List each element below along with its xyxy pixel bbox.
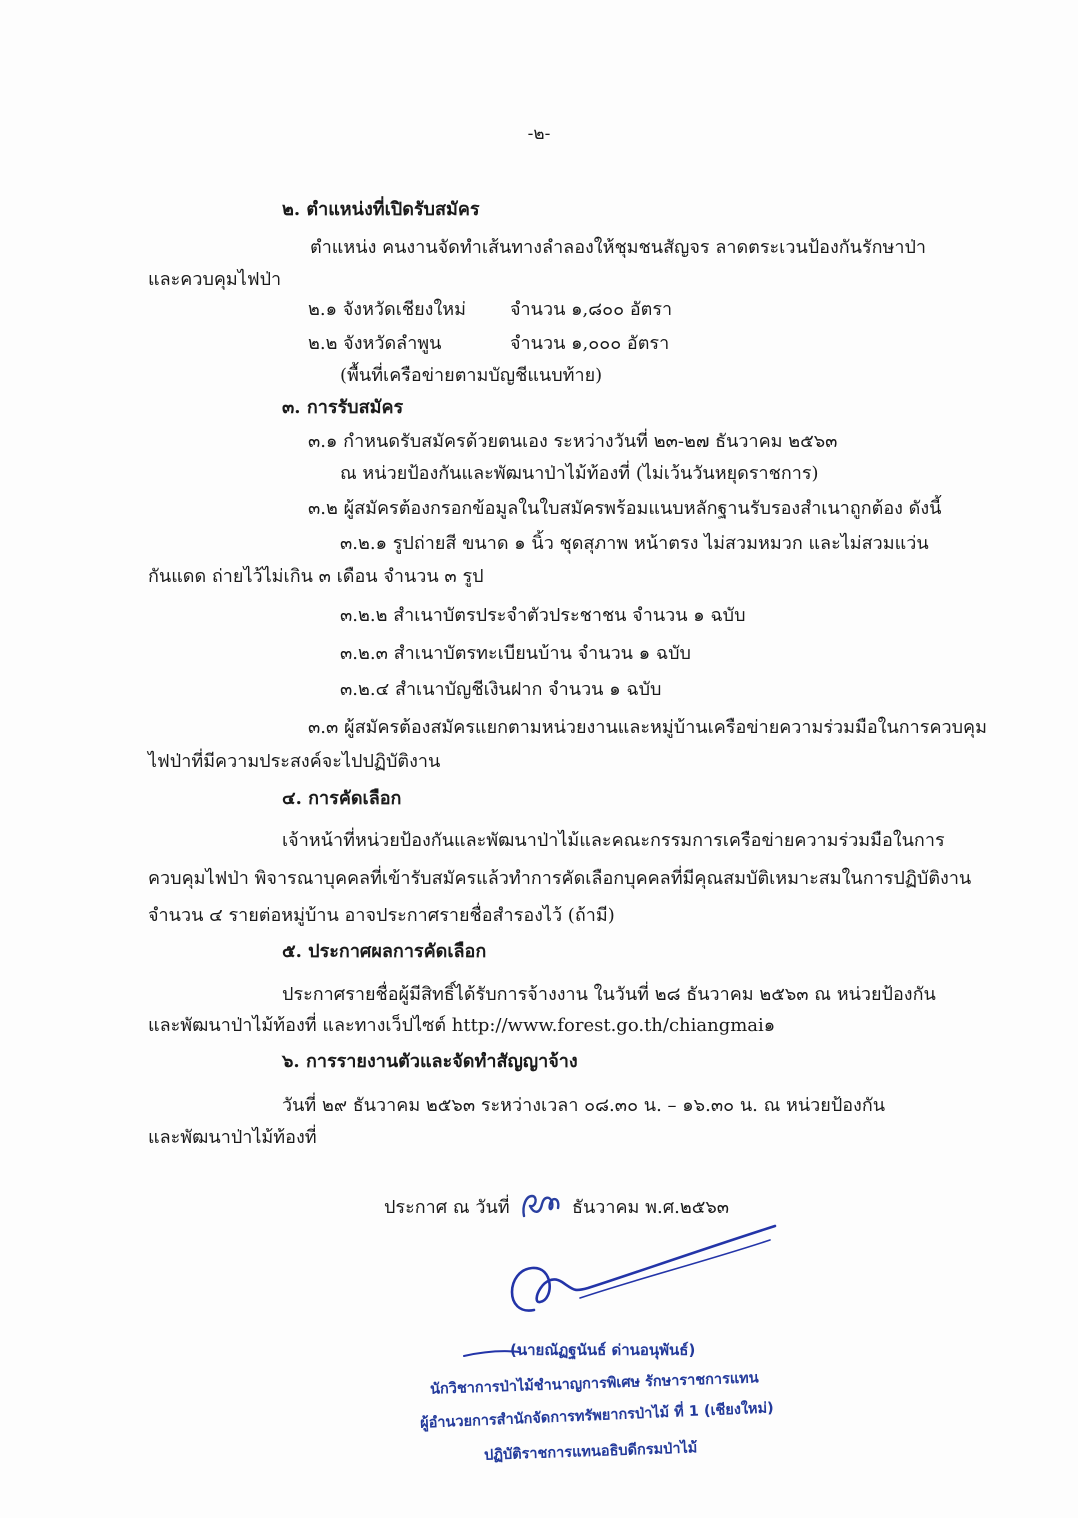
signatory-position-line1: นักวิชาการป่าไม้ชำนาญการพิเศษ รักษาราชการแทน xyxy=(429,1370,759,1398)
section-2-intro-line2: และควบคุมไฟป่า xyxy=(148,269,282,290)
section-4-para-line1: เจ้าหน้าที่หน่วยป้องกันและพัฒนาป่าไม้และคณะกรรมการเครือข่ายความร่วมมือในการ xyxy=(282,830,945,851)
item-3-2-2: ๓.๒.๒ สำเนาบัตรประจำตัวประชาชน จำนวน ๑ ฉบับ xyxy=(340,605,746,626)
item-3-1-line1: ๓.๑ กำหนดรับสมัครด้วยตนเอง ระหว่างวันที่ ๒๓-๒๗ ธันวาคม ๒๕๖๓ xyxy=(308,431,838,452)
item-2-1-value: จำนวน ๑,๘๐๐ อัตรา xyxy=(510,299,673,320)
item-3-3-line2: ไฟป่าที่มีความประสงค์จะไปปฏิบัติงาน xyxy=(148,751,441,772)
page-number: -๒- xyxy=(527,124,551,144)
section-5-para-line1: ประกาศรายชื่อผู้มีสิทธิ์ได้รับการจ้างงาน ในวันที่ ๒๘ ธันวาคม ๒๕๖๓ ณ หน่วยป้องกัน xyxy=(282,984,936,1005)
item-3-2-3: ๓.๒.๓ สำเนาบัตรทะเบียนบ้าน จำนวน ๑ ฉบับ xyxy=(340,643,691,664)
section-2-heading: ๒. ตำแหน่งที่เปิดรับสมัคร xyxy=(282,199,480,220)
section-5-para-line2: และพัฒนาป่าไม้ท้องที่ และทางเว็ปไซต์ http://www.forest.go.th/chiangmai๑ xyxy=(148,1015,776,1036)
item-2-2-label: ๒.๒ จังหวัดลำพูน xyxy=(308,333,442,354)
signatory-name: (นายณัฏฐนันธ์ ด่านอนุพันธ์) xyxy=(510,1341,696,1359)
section-4-heading: ๔. การคัดเลือก xyxy=(282,788,402,809)
signatory-position-line2: ผู้อำนวยการสำนักจัดการทรัพยากรป่าไม้ ที่ 1 (เชียงใหม่) xyxy=(419,1400,775,1432)
item-3-3-line1: ๓.๓ ผู้สมัครต้องสมัครแยกตามหน่วยงานและหมู่บ้านเครือข่ายความร่วมมือในการควบคุม xyxy=(308,717,987,738)
announcement-prefix: ประกาศ ณ วันที่ xyxy=(384,1197,510,1218)
item-3-1-line2: ณ หน่วยป้องกันและพัฒนาป่าไม้ท้องที่ (ไม่เว้นวันหยุดราชการ) xyxy=(340,463,819,484)
section-2-intro-line1: ตำแหน่ง คนงานจัดทำเส้นทางลำลองให้ชุมชนสัญจร ลาดตระเวนป้องกันรักษาป่า xyxy=(310,237,927,258)
item-3-2-1-line1: ๓.๒.๑ รูปถ่ายสี ขนาด ๑ นิ้ว ชุดสุภาพ หน้าตรง ไม่สวมหมวก และไม่สวมแว่น xyxy=(340,533,929,554)
item-2-2-value: จำนวน ๑,๐๐๐ อัตรา xyxy=(510,333,670,354)
item-3-2-4: ๓.๒.๔ สำเนาบัญชีเงินฝาก จำนวน ๑ ฉบับ xyxy=(340,679,662,700)
section-6-heading: ๖. การรายงานตัวและจัดทำสัญญาจ้าง xyxy=(282,1051,578,1072)
section-4-para-line2: ควบคุมไฟป่า พิจารณาบุคคลที่เข้ารับสมัครแล้วทำการคัดเลือกบุคคลที่มีคุณสมบัติเหมาะสมในการปฏิบัติงาน xyxy=(148,868,972,889)
handwritten-day xyxy=(520,1190,564,1224)
section-4-para-line3: จำนวน ๔ รายต่อหมู่บ้าน อาจประกาศรายชื่อสำรองไว้ (ถ้ามี) xyxy=(148,905,615,926)
item-2-1-label: ๒.๑ จังหวัดเชียงใหม่ xyxy=(308,299,466,320)
section-5-heading: ๕. ประกาศผลการคัดเลือก xyxy=(282,941,487,962)
section-2-note: (พื้นที่เครือข่ายตามบัญชีแนบท้าย) xyxy=(340,365,603,386)
item-3-2-1-line2: กันแดด ถ่ายไว้ไม่เกิน ๓ เดือน จำนวน ๓ รูป xyxy=(148,566,484,587)
section-6-para-line2: และพัฒนาป่าไม้ท้องที่ xyxy=(148,1127,317,1148)
section-6-para-line1: วันที่ ๒๙ ธันวาคม ๒๕๖๓ ระหว่างเวลา ๐๘.๓๐ น. – ๑๖.๓๐ น. ณ หน่วยป้องกัน xyxy=(282,1095,886,1116)
item-3-2: ๓.๒ ผู้สมัครต้องกรอกข้อมูลในใบสมัครพร้อมแนบหลักฐานรับรองสำเนาถูกต้อง ดังนี้ xyxy=(308,498,942,519)
signatory-position-line3: ปฏิบัติราชการแทนอธิบดีกรมป่าไม้ xyxy=(483,1440,698,1464)
announcement-suffix: ธันวาคม พ.ศ.๒๕๖๓ xyxy=(572,1197,730,1218)
section-3-heading: ๓. การรับสมัคร xyxy=(282,397,404,418)
